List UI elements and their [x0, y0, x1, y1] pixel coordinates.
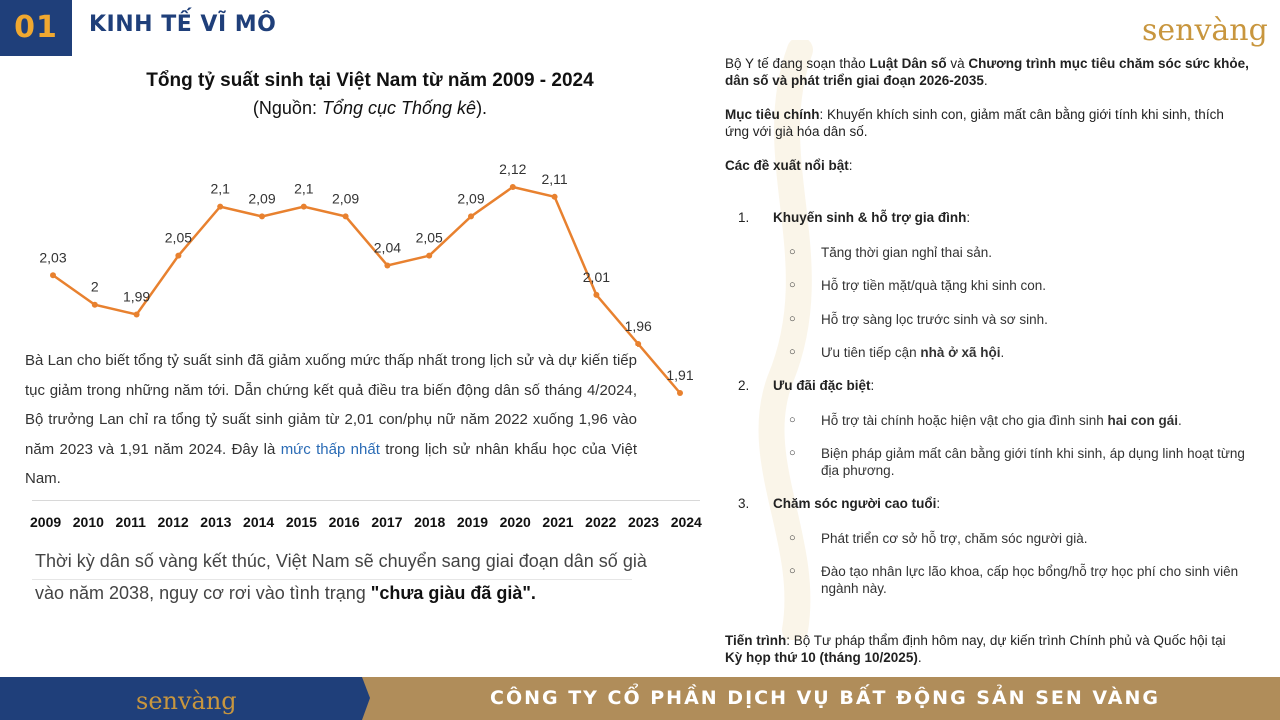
data-point [343, 213, 349, 219]
chart-title: Tổng tỷ suất sinh tại Việt Nam từ năm 2009 - 2024 [146, 70, 594, 91]
data-label: 2,11 [541, 170, 568, 187]
fertility-paragraph: Bà Lan cho biết tổng tỷ suất sinh đã giảm xuống mức thấp nhất trong lịch sử và dự kiến tiếp tục giảm trong những năm tới. Dẫn chứng kết quả điều tra biến động dân số tháng 4/2024, Bộ trưởng Lan chỉ ra tổng tỷ suất sinh giảm từ 2,01 con/phụ nữ năm 2022 xuống 1,96 vào năm 2023 và 1,91 năm 2024. Đây là mức thấp nhất trong lịch sử nhân khẩu học của Việt Nam. [25, 346, 637, 494]
data-label: 2 [90, 278, 99, 295]
data-point [510, 184, 516, 190]
data-point [301, 204, 307, 210]
data-label: 2,1 [294, 180, 314, 197]
quote-bold: "chưa giàu đã già". [370, 583, 536, 603]
data-label: 1,96 [624, 317, 652, 334]
section-title: KINH TẾ VĨ MÔ [89, 12, 277, 37]
data-point [468, 213, 474, 219]
x-tick-label: 2015 [285, 514, 317, 530]
x-tick-label: 2019 [456, 514, 489, 530]
data-label: 2,09 [248, 190, 276, 207]
chart-x-axis [30, 514, 702, 530]
logo-text: senvàng [1142, 13, 1268, 48]
x-tick-label: 2021 [542, 514, 574, 530]
golden-population-quote: Thời kỳ dân số vàng kết thúc, Việt Nam sẽ chuyển sang giai đoạn dân số già vào năm 2038, nguy cơ rơi vào tình trạng "chưa giàu đã già". [35, 551, 647, 603]
section-number-box [0, 0, 72, 56]
data-label: 2,03 [39, 249, 67, 266]
chart-source-name: Tổng cục Thống kê [321, 98, 477, 118]
data-point [426, 253, 432, 259]
progress-note: Tiến trình: Bộ Tư pháp thẩm định hôm nay, dự kiến trình Chính phủ và Quốc hội tại Kỳ họp thứ 10 (tháng 10/2025). [725, 633, 1226, 665]
data-label: 2,09 [457, 190, 485, 207]
data-point [217, 204, 223, 210]
data-label: 2,12 [499, 161, 527, 177]
x-tick-label: 2010 [72, 514, 104, 530]
data-point [175, 253, 181, 259]
footer-logo-text: senvàng [136, 687, 237, 715]
data-label: 2,05 [164, 229, 193, 246]
data-point [677, 390, 683, 396]
x-tick-label: 2016 [328, 514, 360, 530]
data-point [134, 312, 140, 318]
highlight-lowest-level: mức thấp nhất [280, 440, 380, 458]
x-tick-label: 2012 [157, 514, 189, 530]
data-label: 2,05 [415, 229, 443, 246]
proposals-heading: Các đề xuất nổi bật: [725, 158, 853, 173]
footer-logo [132, 681, 252, 717]
data-point [552, 194, 558, 200]
data-point [593, 292, 599, 298]
data-label: 2,04 [373, 239, 402, 256]
x-tick-label: 2013 [200, 514, 232, 530]
data-label: 1,91 [666, 367, 694, 383]
data-label: 2,1 [210, 180, 230, 197]
company-logo [1140, 4, 1272, 48]
footer-company-name: CÔNG TY CỔ PHẦN DỊCH VỤ BẤT ĐỘNG SẢN SEN VÀNG [490, 687, 1160, 709]
x-tick-label: 2020 [499, 514, 531, 530]
x-tick-label: 2017 [371, 514, 403, 530]
section-number: 01 [14, 10, 58, 45]
x-tick-label: 2023 [627, 514, 660, 530]
data-label: 2,09 [331, 190, 360, 207]
data-point [259, 213, 265, 219]
x-tick-label: 2024 [670, 514, 702, 530]
x-tick-label: 2014 [243, 514, 275, 530]
data-label: 2,01 [582, 268, 611, 285]
data-point [50, 272, 56, 278]
chart-divider [32, 500, 700, 501]
data-point [92, 302, 98, 308]
x-tick-label: 2011 [115, 514, 146, 530]
intro-paragraph: Bộ Y tế đang soạn thảo Luật Dân số và Chương trình mục tiêu chăm sóc sức khỏe, dân số và phát triển giai đoạn 2026-2035. [725, 56, 1249, 88]
goal-paragraph: Mục tiêu chính: Khuyến khích sinh con, giảm mất cân bằng giới tính khi sinh, thích ứng với già hóa dân số. [725, 107, 1224, 139]
chart-source: (Nguồn: Tổng cục Thống kê). [252, 98, 488, 118]
data-point [384, 262, 390, 268]
x-tick-label: 2009 [30, 514, 62, 530]
x-tick-label: 2018 [414, 514, 446, 530]
data-label: 1,99 [122, 288, 151, 305]
x-tick-label: 2022 [585, 514, 617, 530]
policy-summary [725, 55, 1250, 174]
